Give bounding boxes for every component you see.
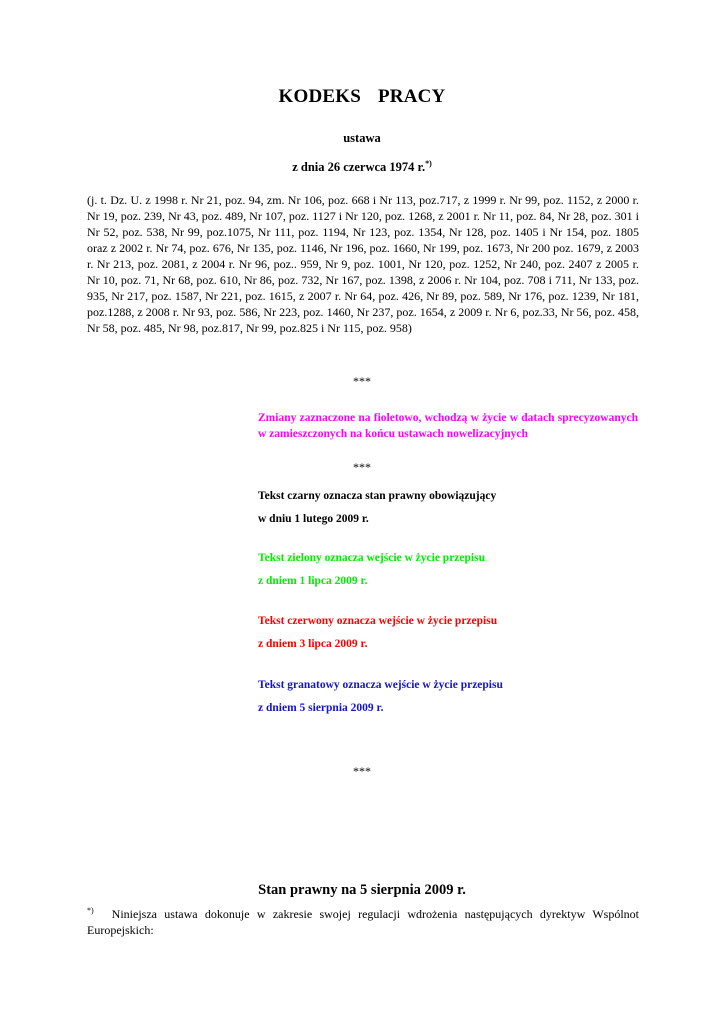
act-date-text: z dnia 26 czerwca 1974 r. bbox=[292, 160, 426, 174]
footnote bbox=[87, 906, 639, 938]
legal-status: Stan prawny na 5 sierpnia 2009 r. bbox=[258, 882, 466, 898]
footnote-text: Niniejsza ustawa dokonuje w zakresie swojej regulacji wdrożenia następujących dyrektyw Wspólnot Europejskich: bbox=[87, 907, 639, 937]
footnote-mark: *) bbox=[87, 906, 94, 915]
legend-green-line2: z dniem 1 lipca 2009 r. bbox=[258, 575, 368, 587]
legend-navy-line2: z dniem 5 sierpnia 2009 r. bbox=[258, 702, 384, 714]
legend-red-line2: z dniem 3 lipca 2009 r. bbox=[258, 638, 368, 650]
footnote-reference: *) bbox=[425, 158, 432, 168]
changes-note: Zmiany zaznaczone na fioletowo, wchodzą w życie w datach sprecyzowanych w zamieszczonych na końcu ustawach nowelizacyjnych bbox=[258, 412, 638, 440]
separator: *** bbox=[353, 374, 371, 388]
separator: *** bbox=[353, 460, 371, 474]
publication-reference: (j. t. Dz. U. z 1998 r. Nr 21, poz. 94, zm. Nr 106, poz. 668 i Nr 113, poz.717, z 1999 r. Nr 99, poz. 1152, z 2000 r. Nr 19, poz. 239, Nr 43, poz. 489, Nr 107, poz. 1127 i Nr 120, poz. 1268, z 2001 r. Nr 11, poz. 84, Nr 28, poz. 301 i Nr 52, poz. 538, Nr 99, poz.1075, Nr 111, poz. 1194, Nr 123, poz. 1354, Nr 128, poz. 1405 i Nr 154, poz. 1805 oraz z 2002 r. Nr 74, poz. 676, Nr 135, poz. 1146, Nr 196, poz. 1660, Nr 199, poz. 1673, Nr 200 poz. 1679, z 2003 r. Nr 213, poz. 2081, z 2004 r. Nr 96, poz.. 959, Nr 9, poz. 1001, Nr 120, poz. 1252, Nr 240, poz. 2407 z 2005 r. Nr 10, poz. 71, Nr 68, poz. 610, Nr 86, poz. 732, Nr 167, poz. 1398, z 2006 r. Nr 104, poz. 708 i 711, Nr 133, poz. 935, Nr 217, poz. 1587, Nr 221, poz. 1615, z 2007 r. Nr 64, poz. 426, Nr 89, poz. 589, Nr 176, poz. 1239, Nr 181, poz.1288, z 2008 r. Nr 93, poz. 586, Nr 223, poz. 1460, Nr 237, poz. 1654, z 2009 r. Nr 6, poz.33, Nr 56, poz. 458, Nr 58, poz. 485, Nr 98, poz.817, Nr 99, poz.825 i Nr 115, poz. 958) bbox=[87, 193, 639, 335]
legend-red-line1: Tekst czerwony oznacza wejście w życie przepisu bbox=[258, 615, 498, 627]
legend-green-line1: Tekst zielony oznacza wejście w życie przepisu bbox=[258, 552, 485, 564]
legend-black-line1: Tekst czarny oznacza stan prawny obowiązujący bbox=[258, 490, 497, 502]
act-type: ustawa bbox=[343, 131, 381, 145]
legend-black-line2: w dniu 1 lutego 2009 r. bbox=[258, 513, 369, 525]
separator: *** bbox=[353, 764, 371, 778]
legend-navy-line1: Tekst granatowy oznacza wejście w życie przepisu bbox=[258, 679, 503, 691]
act-date bbox=[0, 160, 724, 175]
document-title: KODEKS PRACY bbox=[278, 86, 446, 107]
